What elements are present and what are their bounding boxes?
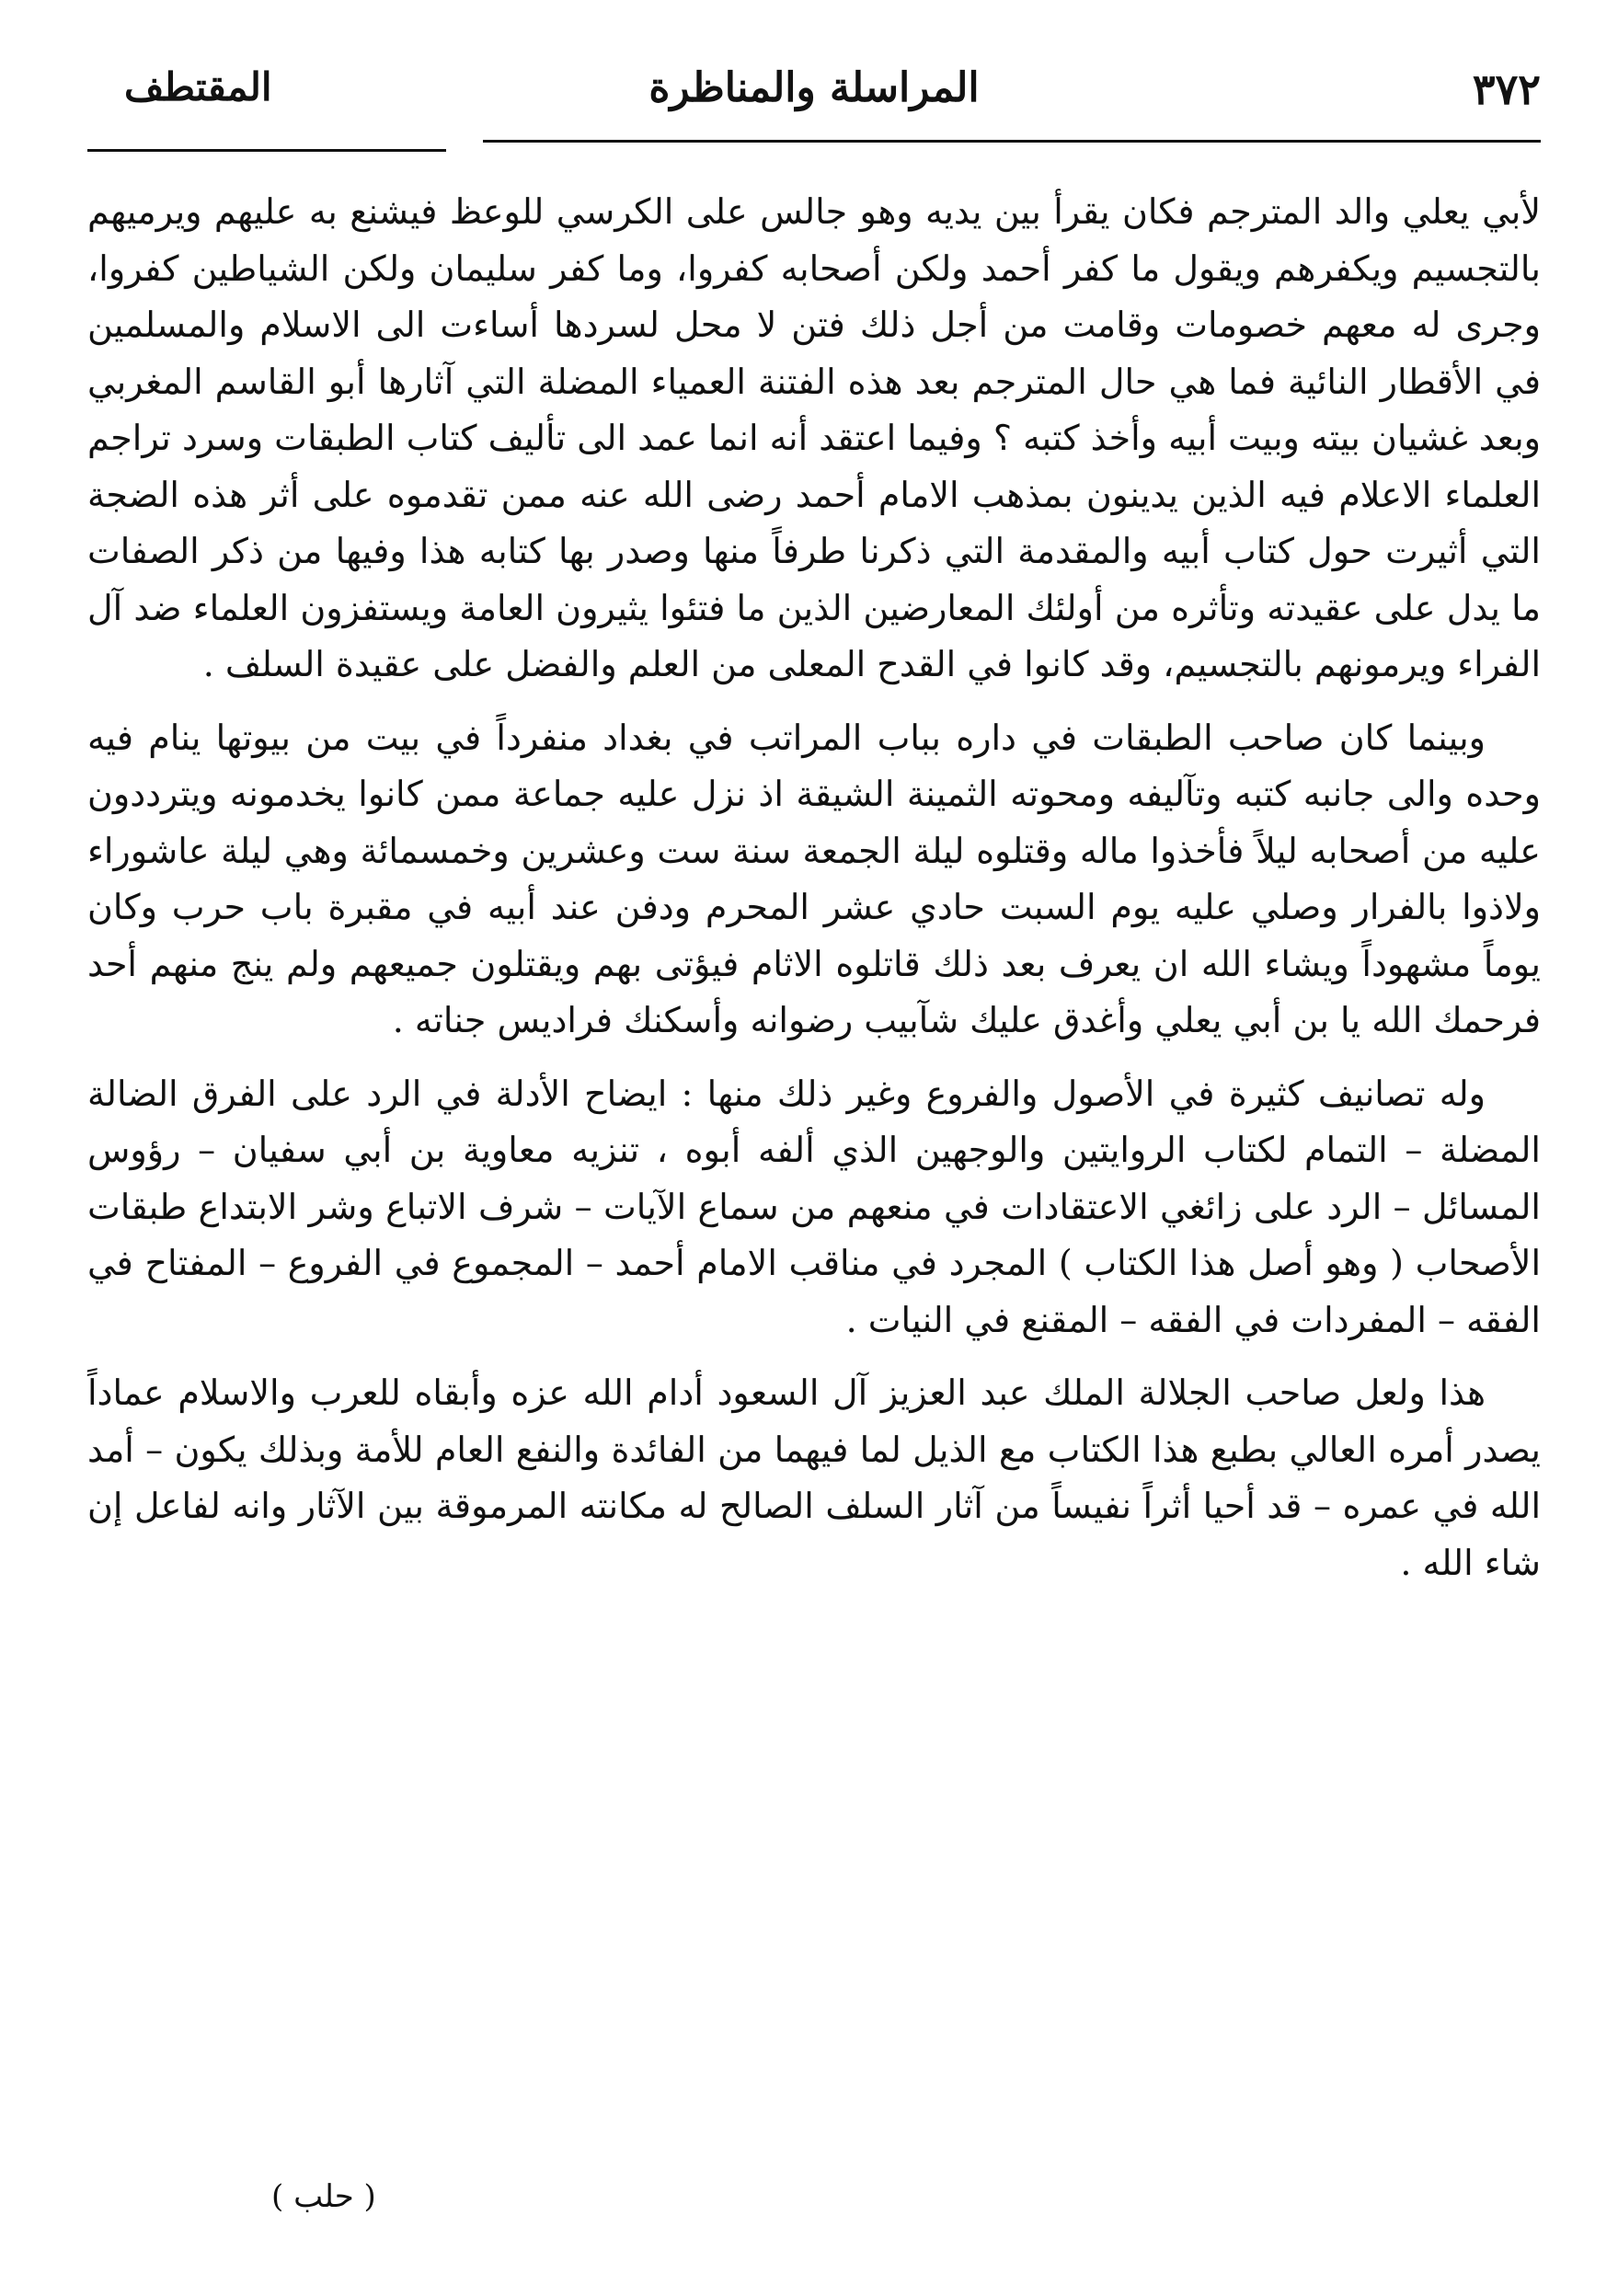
header-rule-right (483, 140, 1541, 143)
running-head (87, 64, 1541, 127)
section-title: المراسلة والمناظرة (648, 64, 980, 111)
page-number: ٣٧٢ (1472, 64, 1541, 114)
header-rules (87, 140, 1541, 177)
paragraph-1: لأبي يعلي والد المترجم فكان يقرأ بين يديه وهو جالس على الكرسي للوعظ فيشنع به عليهم ويرميهم بالتجسيم ويكفرهم ويقول ما كفر أحمد ولكن أصحابه كفروا، وما كفر سليمان ولكن الشياطين كفروا، وجرى له معهم خصومات وقامت من أجل ذلك فتن لا محل لسردها أساءت الى الاسلام والمسلمين في الأقطار النائية فما هي حال المترجم بعد هذه الفتنة العمياء المضلة التي آثارها أبو القاسم المغربي وبعد غشيان بيته وبيت أبيه وأخذ كتبه ؟ وفيما اعتقد أنه انما عمد الى تأليف كتاب الطبقات وسرد تراجم العلماء الاعلام فيه الذين يدينون بمذهب الامام أحمد رضى الله عنه ممن تقدموه على أثر هذه الضجة التي أثيرت حول كتاب أبيه والمقدمة التي ذكرنا طرفاً منها وصدر بها كتابه هذا وفيها من ذكر الصفات ما يدل على عقيدته وتأثره من أولئك المعارضين الذين ما فتئوا يثيرون العامة ويستفزون العلماء ضد آل الفراء ويرمونهم بالتجسيم، وقد كانوا في القدح المعلى من العلم والفضل على عقيدة السلف . (87, 191, 1541, 684)
header-rule-left (87, 149, 446, 152)
journal-name: المقتطف (124, 64, 272, 109)
signature: ( حلب ) (271, 2178, 376, 2215)
journal-page (87, 64, 1541, 2263)
paragraph-4: هذا ولعل صاحب الجلالة الملك عبد العزيز آل السعود أدام الله عزه وأبقاه للعرب والاسلام عماداً يصدر أمره العالي بطبع هذا الكتاب مع الذيل لما فيهما من الفائدة والنفع العام للأمة وبذلك يكون – أمد الله في عمره – قد أحيا أثراً نفيساً من آثار السلف الصالح له مكانته المرموقة بين الآثار وانه لفاعل إن شاء الله . (87, 1372, 1541, 1583)
article-body (87, 184, 1541, 1591)
paragraph-2: وبينما كان صاحب الطبقات في داره بباب المراتب في بغداد منفرداً في بيت من بيوتها ينام فيه وحده والى جانبه كتبه وتآليفه ومحوته الثمينة الشيقة اذ نزل عليه جماعة ممن كانوا يخدمونه ويترددون عليه من أصحابه ليلاً فأخذوا ماله وقتلوه ليلة الجمعة سنة ست وعشرين وخمسمائة وهي ليلة عاشوراء ولاذوا بالفرار وصلي عليه يوم السبت حادي عشر المحرم ودفن عند أبيه في مقبرة باب حرب وكان يوماً مشهوداً ويشاء الله ان يعرف بعد ذلك قاتلوه الاثام فيؤتى بهم ويقتلون جميعهم ولم ينج منهم أحد فرحمك الله يا بن أبي يعلي وأغدق عليك شآبيب رضوانه وأسكنك فراديس جناته . (87, 717, 1541, 1040)
paragraph-3: وله تصانيف كثيرة في الأصول والفروع وغير ذلك منها : ايضاح الأدلة في الرد على الفرق الضالة المضلة – التمام لكتاب الروايتين والوجهين الذي ألفه أبوه ، تنزيه معاوية بن أبي سفيان – رؤوس المسائل – الرد على زائغي الاعتقادات في منعهم من سماع الآيات – شرف الاتباع وشر الابتداع طبقات الأصحاب ( وهو أصل هذا الكتاب ) المجرد في مناقب الامام أحمد – المجموع في الفروع – المفتاح في الفقه – المفردات في الفقه – المقنع في النيات . (87, 1073, 1541, 1340)
